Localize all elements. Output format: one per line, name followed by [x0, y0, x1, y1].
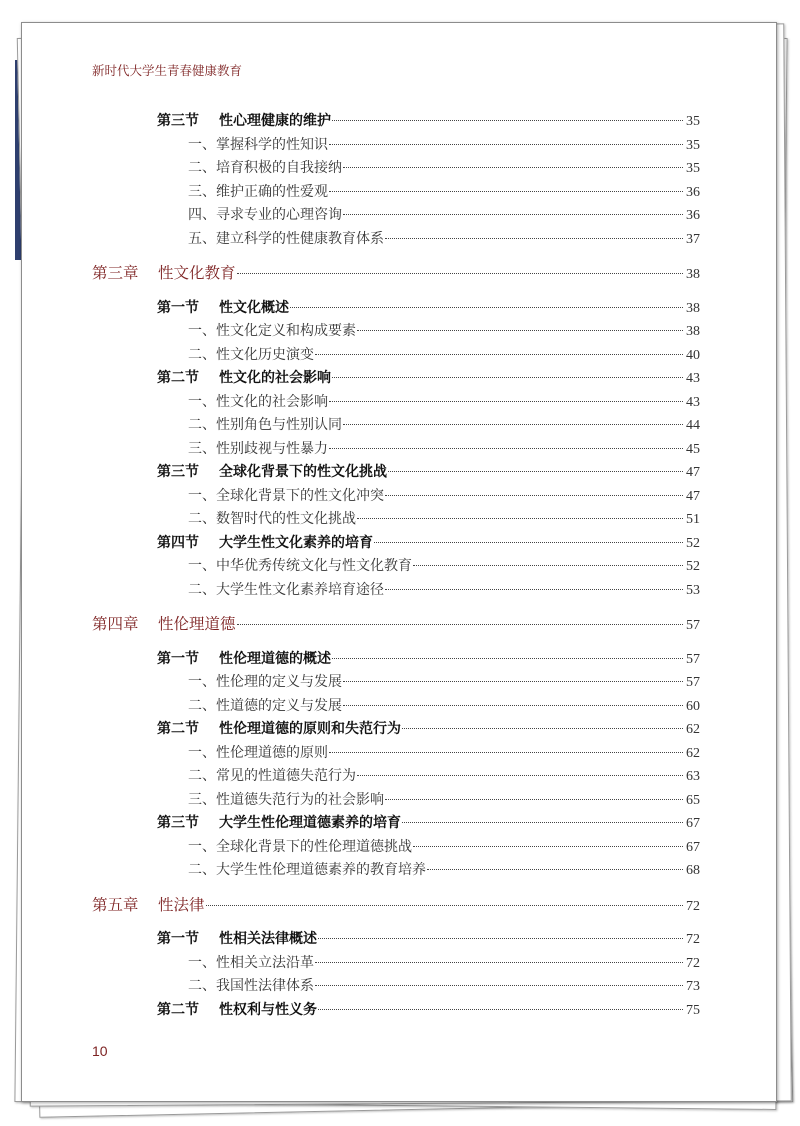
- toc-item-title: 一、掌握科学的性知识: [188, 137, 328, 153]
- dot-leader: [318, 938, 683, 939]
- toc-page-number: 43: [686, 371, 700, 386]
- toc-item: [188, 557, 700, 577]
- toc-page-number: 67: [686, 839, 700, 855]
- toc-page-number: 40: [686, 347, 700, 363]
- toc-section: [157, 1001, 700, 1021]
- toc-item: [188, 767, 700, 787]
- book-page: [21, 22, 777, 1102]
- toc-item: [188, 393, 700, 413]
- dot-leader: [343, 424, 683, 425]
- dot-leader: [374, 542, 683, 543]
- toc-section: [157, 930, 700, 950]
- toc-section: [157, 720, 700, 740]
- toc-item-title: 二、性文化历史演变: [188, 347, 314, 363]
- toc-page-number: 72: [686, 955, 700, 971]
- toc-chapter: [92, 264, 700, 284]
- dot-leader: [357, 518, 683, 519]
- toc-page-number: 57: [686, 618, 700, 633]
- toc-item: [188, 673, 700, 693]
- toc-page-number: 47: [686, 465, 700, 480]
- toc-item-title: 一、中华优秀传统文化与性文化教育: [188, 559, 412, 574]
- toc-item-title: 四、寻求专业的心理咨询: [188, 208, 342, 223]
- toc-chapter-label: 第三章: [92, 265, 139, 282]
- toc-page-number: 51: [686, 512, 700, 527]
- toc-page-number: 62: [686, 745, 700, 761]
- toc-section: [157, 463, 700, 483]
- toc-section-title: 大学生性文化素养的培育: [219, 535, 373, 551]
- toc-page-number: 72: [686, 898, 700, 914]
- toc-page-number: 62: [686, 722, 700, 737]
- toc-chapter-title: 性伦理道德: [158, 616, 236, 633]
- toc-item-title: 一、性文化定义和构成要素: [188, 324, 356, 339]
- toc-section: [157, 534, 700, 554]
- toc-item: [188, 159, 700, 179]
- dot-leader: [385, 799, 683, 800]
- toc-item-title: 二、培育积极的自我接纳: [188, 161, 342, 176]
- toc-section-title: 性心理健康的维护: [219, 114, 331, 129]
- dot-leader: [343, 705, 683, 706]
- dot-leader: [402, 822, 683, 823]
- dot-leader: [237, 624, 683, 625]
- toc-item: [188, 136, 700, 156]
- toc-item: [188, 322, 700, 342]
- dot-leader: [329, 448, 683, 449]
- toc-item-title: 一、全球化背景下的性文化冲突: [188, 488, 384, 504]
- toc-item-title: 五、建立科学的性健康教育体系: [188, 231, 384, 247]
- toc-section: [157, 299, 700, 319]
- toc-item-title: 二、性道德的定义与发展: [188, 698, 342, 714]
- dot-leader: [315, 962, 683, 963]
- dot-leader: [315, 985, 683, 986]
- dot-leader: [402, 728, 683, 729]
- dot-leader: [332, 658, 683, 659]
- toc-item-title: 一、性文化的社会影响: [188, 394, 328, 410]
- toc-section-label: 第三节: [157, 114, 199, 129]
- toc-page-number: 68: [686, 863, 700, 878]
- toc-page-number: 47: [686, 488, 700, 504]
- toc-section-title: 性伦理道德的概述: [219, 651, 331, 667]
- toc-chapter-title: 性法律: [158, 896, 205, 914]
- dot-leader: [206, 905, 683, 906]
- toc-section-title: 性文化概述: [219, 300, 289, 316]
- dot-leader: [329, 191, 683, 192]
- toc-item: [188, 510, 700, 530]
- toc-section-label: 第二节: [157, 1002, 199, 1018]
- toc-item: [188, 230, 700, 250]
- toc-section-label: 第四节: [157, 535, 199, 551]
- dot-leader: [388, 471, 683, 472]
- toc-page-number: 52: [686, 559, 700, 574]
- toc-page-number: 38: [686, 300, 700, 316]
- toc-item-title: 一、全球化背景下的性伦理道德挑战: [188, 839, 412, 855]
- toc-section-title: 大学生性伦理道德素养的培育: [219, 816, 401, 831]
- toc-page-number: 57: [686, 675, 700, 690]
- toc-section-label: 第一节: [157, 300, 199, 316]
- toc-item-title: 三、性道德失范行为的社会影响: [188, 792, 384, 808]
- toc-page-number: 45: [686, 441, 700, 457]
- toc-item-title: 二、性别角色与性别认同: [188, 418, 342, 433]
- toc-page-number: 38: [686, 324, 700, 339]
- toc-item-title: 二、数智时代的性文化挑战: [188, 512, 356, 527]
- toc-page-number: 60: [686, 698, 700, 714]
- toc-item: [188, 346, 700, 366]
- toc-item: [188, 416, 700, 436]
- dot-leader: [357, 775, 683, 776]
- toc-page-number: 37: [686, 231, 700, 247]
- toc-item: [188, 861, 700, 881]
- toc-chapter-title: 性文化教育: [158, 265, 236, 282]
- dot-leader: [318, 1009, 683, 1010]
- toc-chapter: [92, 615, 700, 635]
- dot-leader: [329, 144, 683, 145]
- toc-item: [188, 954, 700, 974]
- toc-section-title: 性文化的社会影响: [219, 371, 331, 386]
- toc-item-title: 二、我国性法律体系: [188, 979, 314, 994]
- toc-item: [188, 744, 700, 764]
- dot-leader: [329, 752, 683, 753]
- toc-section: [157, 369, 700, 389]
- toc-page-number: 43: [686, 394, 700, 410]
- toc-item: [188, 487, 700, 507]
- toc-page-number: 63: [686, 769, 700, 784]
- dot-leader: [385, 495, 683, 496]
- toc-item: [188, 206, 700, 226]
- toc-item: [188, 183, 700, 203]
- running-header: 新时代大学生青春健康教育: [92, 64, 243, 78]
- toc-page-number: 36: [686, 208, 700, 223]
- toc-section-title: 性伦理道德的原则和失范行为: [219, 722, 401, 737]
- toc-section-label: 第三节: [157, 465, 199, 480]
- dot-leader: [385, 589, 683, 590]
- toc-item-title: 一、性伦理的定义与发展: [188, 675, 342, 690]
- dot-leader: [343, 214, 683, 215]
- toc-page-number: 53: [686, 582, 700, 598]
- toc-page-number: 67: [686, 816, 700, 831]
- page-number: 10: [92, 1043, 108, 1059]
- toc-item: [188, 581, 700, 601]
- toc-chapter-label: 第四章: [92, 616, 139, 633]
- dot-leader: [343, 681, 683, 682]
- toc-section: [157, 650, 700, 670]
- toc-item-title: 三、维护正确的性爱观: [188, 184, 328, 200]
- toc-section-title: 性相关法律概述: [219, 932, 317, 947]
- toc-page-number: 75: [686, 1002, 700, 1018]
- toc-page-number: 35: [686, 137, 700, 153]
- toc-section-title: 全球化背景下的性文化挑战: [219, 465, 387, 480]
- toc-section-title: 性权利与性义务: [219, 1002, 317, 1018]
- toc-page-number: 72: [686, 932, 700, 947]
- dot-leader: [329, 401, 683, 402]
- dot-leader: [413, 846, 683, 847]
- toc-item-title: 二、大学生性伦理道德素养的教育培养: [188, 863, 426, 878]
- dot-leader: [332, 120, 683, 121]
- toc-page-number: 35: [686, 114, 700, 129]
- toc-chapter: [92, 896, 700, 916]
- toc-page-number: 52: [686, 535, 700, 551]
- toc-item-title: 三、性别歧视与性暴力: [188, 441, 328, 457]
- dot-leader: [357, 330, 683, 331]
- toc-page-number: 35: [686, 161, 700, 176]
- toc-page-number: 36: [686, 184, 700, 200]
- dot-leader: [237, 273, 683, 274]
- toc-item-title: 一、性伦理道德的原则: [188, 745, 328, 761]
- toc-chapter-label: 第五章: [92, 896, 139, 914]
- toc-page-number: 38: [686, 267, 700, 282]
- toc-item: [188, 440, 700, 460]
- toc-section: [157, 814, 700, 834]
- dot-leader: [343, 167, 683, 168]
- toc-section-label: 第二节: [157, 722, 199, 737]
- dot-leader: [385, 238, 683, 239]
- toc-section-label: 第二节: [157, 371, 199, 386]
- toc-item: [188, 791, 700, 811]
- toc-page-number: 57: [686, 651, 700, 667]
- toc-section: [157, 112, 700, 132]
- toc-section-label: 第一节: [157, 651, 199, 667]
- dot-leader: [290, 307, 683, 308]
- toc-page-number: 44: [686, 418, 700, 433]
- toc-item-title: 二、大学生性文化素养培育途径: [188, 582, 384, 598]
- toc-item-title: 二、常见的性道德失范行为: [188, 769, 356, 784]
- toc-item: [188, 838, 700, 858]
- toc-page-number: 65: [686, 792, 700, 808]
- toc-section-label: 第三节: [157, 816, 199, 831]
- toc-item-title: 一、性相关立法沿革: [188, 955, 314, 971]
- dot-leader: [315, 354, 683, 355]
- dot-leader: [413, 565, 683, 566]
- dot-leader: [427, 869, 683, 870]
- toc-section-label: 第一节: [157, 932, 199, 947]
- toc-page-number: 73: [686, 979, 700, 994]
- dot-leader: [332, 377, 683, 378]
- toc-item: [188, 977, 700, 997]
- toc-item: [188, 697, 700, 717]
